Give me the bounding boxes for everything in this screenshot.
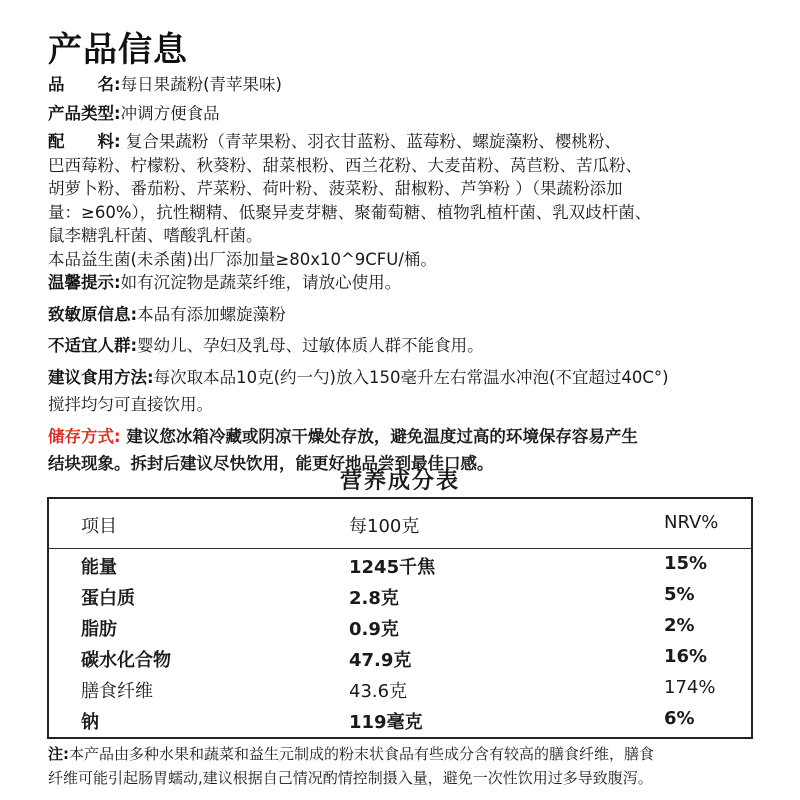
nutrition-title: 营养成分表 bbox=[339, 469, 460, 494]
row-nrv: 2% bbox=[664, 615, 695, 636]
ingredients-line-5: 鼠李糖乳杆菌、嗜酸乳杆菌。 bbox=[48, 226, 263, 245]
allergen-value: 本品有添加螺旋藻粉 bbox=[137, 304, 286, 324]
header-per100: 每100克 bbox=[349, 516, 420, 537]
row-per100: 47.9克 bbox=[349, 650, 412, 671]
ingredients-line-2: 巴西莓粉、柠檬粉、秋葵粉、甜菜根粉、西兰花粉、大麦苗粉、莴苣粉、苦瓜粉、 bbox=[48, 155, 642, 175]
row-nrv: 174% bbox=[664, 677, 716, 698]
header-item: 项目 bbox=[81, 516, 117, 537]
ingredients-line-3: 胡萝卜粉、番茄粉、芹菜粉、荷叶粉、菠菜粉、甜椒粉、芦笋粉 ）（果蔬粉添加 bbox=[48, 179, 623, 198]
storage-line-2: 结块现象。拆封后建议尽快饮用，能更好地品尝到最佳口感。 bbox=[48, 454, 494, 473]
footnote-line-1: 本产品由多种水果和蔬菜和益生元制成的粉末状食品有些成分含有较高的膳食纤维，膳食 bbox=[69, 745, 655, 763]
row-nrv: 5% bbox=[664, 584, 695, 605]
row-item: 能量 bbox=[81, 557, 117, 578]
footnote-line-2: 纤维可能引起肠胃蠕动,建议根据自己情况酌情控制摄入量，避免一次性饮用过多导致腹泻。 bbox=[48, 769, 653, 787]
nutrition-table-header bbox=[49, 499, 751, 549]
unsuitable-label: 不适宜人群: bbox=[48, 336, 138, 355]
row-per100: 2.8克 bbox=[349, 588, 399, 609]
row-nrv: 15% bbox=[664, 553, 708, 574]
row-per100: 0.9克 bbox=[349, 619, 399, 640]
table-row bbox=[49, 642, 751, 673]
usage-label: 建议食用方法: bbox=[48, 367, 154, 387]
usage-line-1: 每次取本品10克(约一勺)放入150毫升左右常温水冲泡(不宜超过40C°) bbox=[153, 367, 669, 387]
tip-row bbox=[48, 271, 760, 295]
tip-label: 温馨提示: bbox=[48, 273, 121, 292]
storage-label: 储存方式: bbox=[48, 426, 121, 446]
product-name-value: 每日果蔬粉(青苹果味) bbox=[120, 75, 282, 94]
footnote bbox=[48, 742, 760, 790]
row-per100: 119毫克 bbox=[349, 712, 423, 733]
table-row bbox=[49, 580, 751, 611]
usage-line-2: 搅拌均匀可直接饮用。 bbox=[48, 395, 213, 414]
table-row bbox=[49, 549, 751, 580]
table-row bbox=[49, 704, 751, 735]
nutrition-table bbox=[47, 497, 753, 739]
allergen-label: 致敏原信息: bbox=[48, 304, 138, 324]
footnote-label: 注: bbox=[48, 745, 69, 763]
table-row bbox=[49, 611, 751, 642]
row-per100: 1245千焦 bbox=[349, 557, 436, 578]
row-nrv: 6% bbox=[664, 708, 695, 729]
row-item: 蛋白质 bbox=[81, 588, 135, 609]
probiotic-line: 本品益生菌(未杀菌)出厂添加量≥80x10^9CFU/桶。 bbox=[48, 249, 437, 269]
product-name-row bbox=[48, 73, 760, 97]
page-title: 产品信息 bbox=[48, 30, 188, 70]
product-type-label: 产品类型: bbox=[48, 103, 121, 123]
usage-block bbox=[48, 366, 760, 417]
ingredients-line-1: 复合果蔬粉（青苹果粉、羽衣甘蓝粉、蓝莓粉、螺旋藻粉、樱桃粉、 bbox=[120, 132, 621, 151]
ingredients-block bbox=[48, 130, 760, 271]
allergen-row bbox=[48, 303, 760, 327]
product-type-value: 冲调方便食品 bbox=[120, 103, 220, 123]
storage-line-1: 建议您冰箱冷藏或阴凉干燥处存放，避免温度过高的环境保存容易产生 bbox=[120, 426, 638, 446]
unsuitable-value: 婴幼儿、孕妇及乳母、过敏体质人群不能食用。 bbox=[137, 336, 484, 355]
tip-value: 如有沉淀物是蔬菜纤维，请放心使用。 bbox=[120, 273, 402, 292]
row-per100: 43.6克 bbox=[349, 681, 408, 702]
ingredients-label: 配 料: bbox=[48, 132, 121, 151]
row-nrv: 16% bbox=[664, 646, 708, 667]
ingredients-line-4: 量：≥60%），抗性糊精、低聚异麦芽糖、聚葡萄糖、植物乳植杆菌、乳双歧杆菌、 bbox=[48, 202, 652, 222]
row-item: 膳食纤维 bbox=[81, 681, 153, 702]
table-row bbox=[49, 673, 751, 704]
row-item: 钠 bbox=[81, 712, 99, 733]
row-item: 碳水化合物 bbox=[81, 650, 171, 671]
header-nrv: NRV% bbox=[664, 512, 719, 533]
product-name-label: 品 名: bbox=[48, 75, 121, 94]
product-info bbox=[48, 73, 760, 476]
product-type-row bbox=[48, 102, 760, 126]
unsuitable-row bbox=[48, 334, 760, 358]
row-item: 脂肪 bbox=[81, 619, 117, 640]
